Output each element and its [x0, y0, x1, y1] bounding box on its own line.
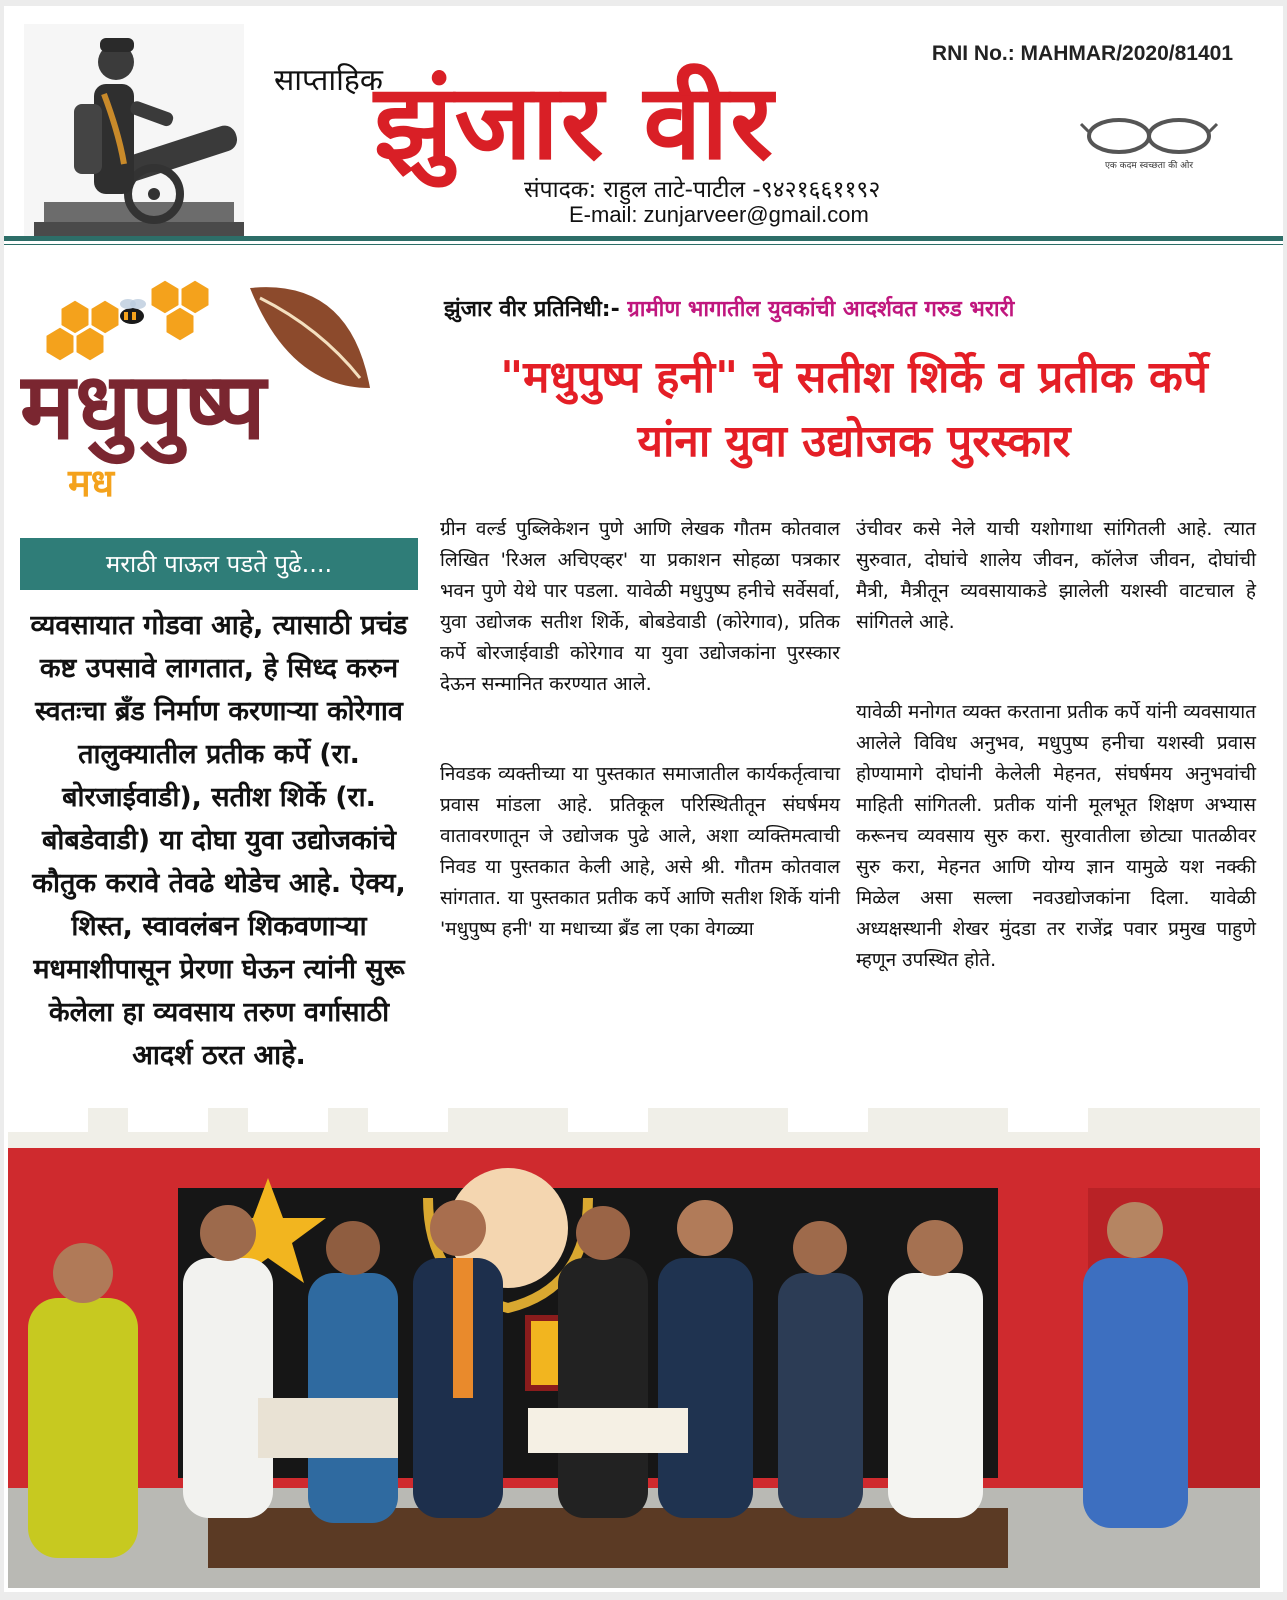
editor-line: संपादक: राहुल ताटे-पाटील -९४२१६६११९२	[524, 177, 881, 203]
bee-icon	[120, 299, 146, 324]
award-ceremony-photo	[8, 1108, 1260, 1588]
sidebar-body: व्यवसायात गोडवा आहे, त्यासाठी प्रचंड कष्ट उपसावे लागतात, हे सिध्द करुन स्वतःचा ब्रँड निर्माण करणाऱ्या कोरेगाव तालुक्यातील प्रतीक कर्पे (रा. बोरजाईवाडी), सतीश शिर्के (रा. बोबडेवाडी) या दोघा युवा उद्योजकांचे कौतुक करावे तेवढे थोडेच आहे. ऐक्य, शिस्त, स्वावलंबन शिकवणाऱ्या मधमाशीपासून प्रेरणा घेऊन त्यांनी सुरू केलेला हा व्यवसाय तरुण वर्गासाठी आदर्श ठरत आहे.	[30, 610, 408, 1071]
paragraph: उंचीवर कसे नेले याची यशोगाथा सांगितली आहे. त्यात सुरुवात, दोघांचे शालेय जीवन, कॉलेज जीवन, दोघांची मैत्री, मैत्रीतून व्यवसायाकडे झालेली यशस्वी वाटचाल हे सांगितले आहे.	[856, 518, 1256, 633]
weekly-label: साप्ताहिक	[274, 63, 383, 98]
paragraph: निवडक व्यक्तीच्या या पुस्तकात समाजातील कार्यकर्तृत्वाचा प्रवास मांडला आहे. प्रतिकूल परिस्थितीतून संघर्षमय वातावरणातून जे उद्योजक पुढे आले, अशा व्यक्तिमत्वाची निवड या पुस्तकात केली आहे, असे श्री. गौतम कोतवाल सांगतात. या पुस्तकात प्रतीक कर्पे आणि सतीश शिर्के यांनी 'मधुपुष्प हनी' या मधाच्या ब्रँड ला एका वेगळ्या	[440, 763, 840, 940]
masthead-divider	[4, 236, 1283, 241]
article-kicker	[444, 293, 1014, 323]
headline-line-2: यांना युवा उद्योजक पुरस्कार	[637, 416, 1071, 467]
email-line: E-mail: zunjarveer@gmail.com	[569, 202, 869, 227]
article-column-2	[856, 514, 1256, 1035]
rni-number: RNI No.: MAHMAR/2020/81401	[931, 42, 1233, 65]
article-column-1	[440, 514, 840, 1004]
masthead-divider-thin	[4, 244, 1283, 245]
warrior-statue-image	[24, 24, 244, 236]
brand-sub: मध	[68, 461, 115, 505]
brand-name: मधुपुष्प	[20, 353, 266, 460]
headline-line-1: "मधुपुष्प हनी" चे सतीश शिर्के व प्रतीक कर्पे	[500, 352, 1208, 403]
sidebar-heading: मराठी पाऊल पडते पुढे....	[20, 538, 418, 590]
paragraph: ग्रीन वर्ल्ड पुब्लिकेशन पुणे आणि लेखक गौतम कोतवाल लिखित 'रिअल अचिएव्हर' या प्रकाशन सोहळा पत्रकार भवन पुणे येथे पार पडला. यावेळी मधुपुष्प हनीचे सर्वेसर्वा, युवा उद्योजक सतीश शिर्के, बोबडेवाडी (कोरेगाव), प्रतिक कर्पे बोरजाईवाडी कोरेगाव या युवा उद्योजकांना पुरस्कार देऊन सन्मानित करण्यात आले.	[440, 518, 840, 695]
paragraph: यावेळी मनोगत व्यक्त करताना प्रतीक कर्पे यांनी व्यवसायात आलेले विविध अनुभव, मधुपुष्प हनीचा यशस्वी प्रवास होण्यामागे दोघांनी केलेली मेहनत, संघर्षमय अनुभवांची माहिती सांगितली. प्रतीक यांनी मूलभूत शिक्षण अभ्यास करूनच व्यवसाय सुरु करा. सुरवातीला छोट्या पातळीवर सुरु करा, मेहनत आणि योग्य ज्ञान यामुळे यश नक्की मिळेल असा सल्ला नवउद्योजकांना दिला. यावेळी अध्यक्षस्थानी शेखर मुंदडा तर राजेंद्र पवार प्रमुख पाहुणे म्हणून उपस्थित होते.	[856, 701, 1256, 971]
kicker-text: ग्रामीण भागातील युवकांची आदर्शवत गरुड भरारी	[627, 297, 1015, 322]
article-headline	[434, 346, 1274, 474]
newspaper-page	[4, 6, 1283, 1592]
swachh-bharat-glasses-icon	[1079, 114, 1219, 174]
paper-title: झुंजार वीर	[374, 61, 775, 183]
madhupushp-logo	[20, 268, 420, 518]
byline: झुंजार वीर प्रतिनिधी:-	[444, 297, 628, 322]
swachh-tagline: एक कदम स्वच्छता की ओर	[1104, 161, 1194, 171]
